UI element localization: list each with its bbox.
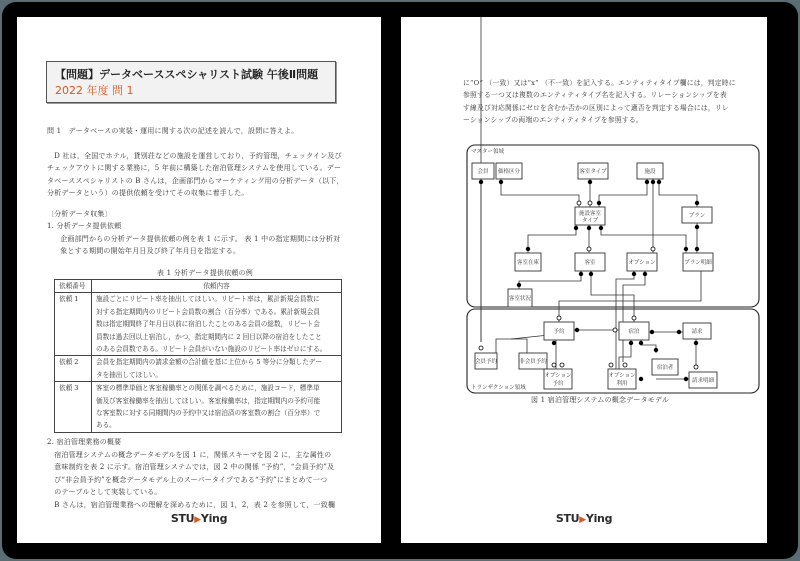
table-row — [55, 356, 342, 382]
entity-guest: 宿泊者 — [656, 365, 674, 371]
text-line: 員数は過去回以上宿泊し，かつ，指定期間内に 2 回目以降の宿泊をしたこと — [96, 332, 322, 341]
intro-paragraph — [47, 150, 344, 200]
entity-invoice: 請求 — [691, 329, 703, 335]
request-content — [92, 356, 342, 382]
text-line: D 社は，全国でホテル，貸別荘などの施設を運営しており，予約管理，チェックイン及び — [47, 152, 342, 160]
entity-member-reservation: 会員予約 — [474, 359, 498, 365]
text-line: 対する指定期間内のリピート会員数の割合（百分率）である。累計新規会員 — [96, 307, 320, 316]
entity-room-stock: 客室在庫 — [516, 260, 540, 266]
er-diagram — [401, 17, 767, 543]
title-box — [46, 61, 336, 103]
document-page-left — [17, 17, 381, 543]
entity-member: 会員 — [477, 169, 489, 175]
play-icon: ▶ — [194, 515, 201, 525]
entity-room-type: 客室タイプ — [579, 169, 607, 175]
logo-text: Ying — [585, 512, 613, 525]
request-content — [92, 293, 342, 356]
entity-plan-detail: プラン明細 — [684, 260, 712, 266]
entity-facility-room-type-1: 施設客室 — [578, 211, 602, 217]
section1-subheading: 1. 分析データ提供依頼 — [47, 222, 122, 230]
request-id: 依頼 3 — [55, 382, 92, 433]
column-header: 依頼内容 — [92, 280, 342, 293]
play-icon: ▶ — [579, 515, 586, 525]
entity-reservation: 予約 — [553, 329, 565, 335]
document-page-right — [401, 17, 767, 543]
text-line: 宿泊管理システムの概念データモデルを図 1 に，関係スキーマを図 2 に，主な属性の — [47, 451, 332, 459]
text-line: タベーススペシャリストの B さんは，企画部門からマーケティング用の分析データ（以下， — [47, 176, 344, 185]
master-region-label: マスター領域 — [471, 149, 505, 155]
table-header-row — [55, 280, 342, 293]
entity-plan: プラン — [688, 213, 706, 219]
entity-nonmember-reservation: 非会員予約 — [519, 359, 547, 365]
entity-stay: 宿泊 — [628, 329, 640, 335]
request-id: 依頼 2 — [55, 356, 92, 382]
transaction-region-label: トランザクション領域 — [471, 385, 526, 391]
request-id: 依頼 1 — [55, 293, 92, 356]
entity-option-usage-1: オプション — [608, 373, 636, 379]
text-line: 企画部門からの分析データ提供依頼の例を表 1 に示す。 表 1 中の指定期間には分析対 — [53, 235, 341, 243]
text-line: に“O” （一致）又は“x” （不一致）を記入する。エンティティタイプ欄には，判定時に — [463, 79, 736, 87]
text-line: 象とする期間の開始年月日及び終了年月日を指定する。 — [53, 247, 241, 256]
text-line: タを抽出してほしい。 — [96, 370, 162, 379]
table-row — [55, 382, 342, 433]
logo-text: Ying — [200, 512, 228, 525]
entity-option-reservation-1: オプション — [544, 373, 572, 379]
text-line: 意味制約を表 2 に示す。宿泊管理システムでは，図 2 中の関係 “予約”，“会員予約”及 — [47, 463, 335, 472]
section2-heading: 2. 宿泊管理業務の概要 — [47, 438, 122, 446]
entity-price-class: 価格区分 — [497, 169, 521, 175]
figure-caption: 図 1 宿泊管理システムの概念データモデル — [531, 396, 670, 404]
question-intro: 問 1 データベースの実装・運用に関する次の記述を読んで，設問に答えよ。 — [47, 127, 299, 135]
exam-title: 【問題】データベーススペシャリスト試験 午後Ⅱ問題 — [55, 68, 319, 81]
text-line: 価及び客室稼働率を抽出してほしい。客室稼働率は，指定期間内の予約可能 — [96, 396, 321, 405]
request-table — [54, 279, 342, 433]
entity-option-usage-2: 利用 — [616, 381, 628, 387]
table-row — [55, 293, 342, 356]
entity-facility-room-type-2: タイプ — [581, 218, 599, 224]
text-line: ーションシップの両端のエンティティタイプを参照する。 — [463, 116, 643, 125]
entity-option-reservation-2: 予約 — [552, 381, 564, 387]
section1-body — [53, 233, 340, 258]
text-line: 施設ごとにリピート率を抽出してほしい。リピート率は，累計新規会員数に — [96, 295, 320, 304]
exam-year-question: 2022 年度 問 1 — [55, 84, 134, 97]
text-line: 会員を指定期間内の請求金額の合計値を基に上位から 5 等分に分類したデー — [96, 358, 322, 367]
text-line: 数は指定期間終了年月日以前に宿泊したことのある会員の総数，リピート会 — [96, 320, 320, 329]
text-line: のある会員数である。リピート会員がいない施設のリピート率はゼロにする。 — [96, 345, 327, 354]
logo-text: STU — [555, 512, 580, 525]
entity-room-status: 客室状況 — [508, 296, 532, 302]
table-caption: 表 1 分析データ提供依頼の例 — [157, 269, 253, 277]
text-line: のテーブルとして実装している。 — [47, 488, 162, 497]
request-content — [92, 382, 342, 433]
text-line: ある。 — [96, 421, 116, 430]
entity-option: オプション — [628, 260, 656, 266]
text-line: 参照する一つ又は複数のエンティティタイプ名を記入する。リレーションシップを表 — [463, 91, 727, 100]
text-line: B さんは，宿泊管理業務への理解を深めるために，図 1，2，表 2 を参照して，一致欄 — [47, 500, 336, 509]
studying-logo — [171, 512, 227, 525]
section2-body — [47, 449, 335, 511]
entity-room: 客室 — [584, 260, 596, 266]
column-header: 依頼番号 — [55, 280, 92, 293]
entity-invoice-detail: 請求明細 — [691, 378, 715, 384]
text-line: 客室の標準単価と客室稼働率との関係を調べるために，施設コード，標準単 — [96, 384, 320, 393]
section1-heading: 〔分析データ収集〕 — [47, 210, 112, 218]
logo-text: STU — [170, 512, 195, 525]
text-line: 分析データという）の提供依頼を受けてその収集に着手した。 — [47, 189, 249, 198]
text-line: す線及び対応関係にゼロを含むか否かの区別によって適否を判定する場合には，リレ — [463, 103, 729, 112]
studying-logo — [556, 512, 612, 525]
text-line: び“非会員予約”を概念データモデル上のスーパータイプである“予約”にまとめて一つ — [47, 475, 328, 484]
entity-facility: 施設 — [644, 169, 656, 175]
text-line: な客室数に対する同期間内の予約中又は宿泊済の客室数の割合（百分率）で — [96, 409, 321, 418]
text-line: チェックアウトに関する業務に，5 年前に構築した宿泊管理システムを使用している。デー — [47, 164, 342, 173]
